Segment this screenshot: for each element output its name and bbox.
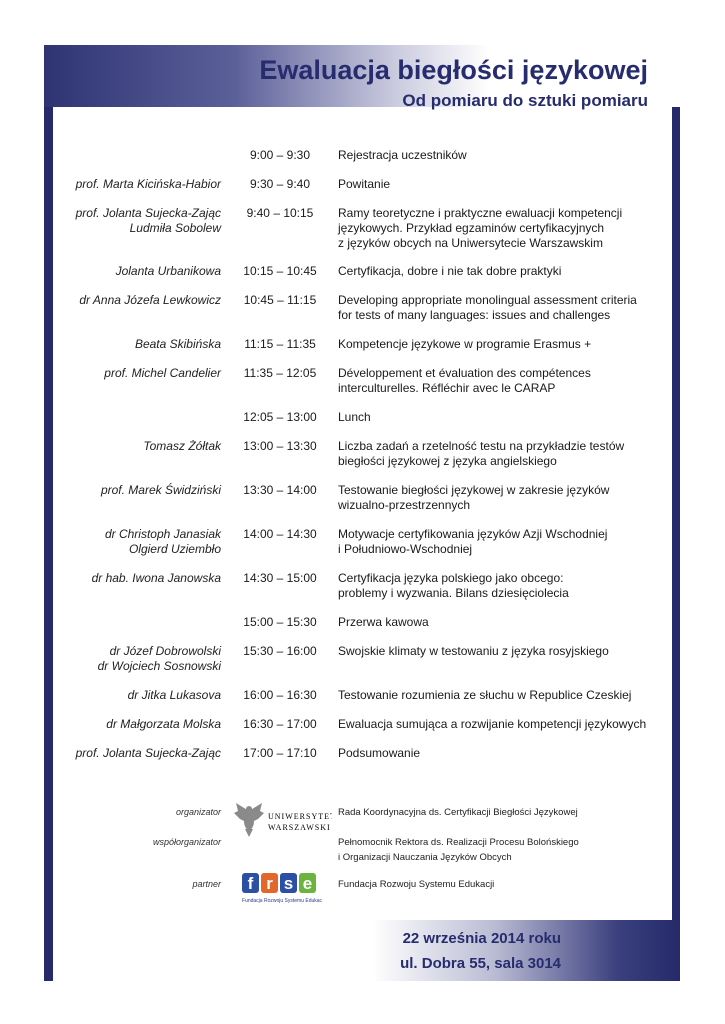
time-slot: 15:00 – 15:30 [243, 615, 317, 629]
speaker-names [21, 571, 221, 586]
frse-logo [240, 871, 322, 910]
partner-role-label: partner [192, 879, 221, 889]
speaker-names [21, 644, 221, 674]
time-slot: 15:30 – 16:00 [243, 644, 317, 658]
topic-line: Przerwa kawowa [338, 615, 429, 629]
speaker-names [21, 688, 221, 703]
session-topic [338, 410, 668, 425]
frse-letter: s [283, 874, 294, 893]
topic-line: Swojskie klimaty w testowaniu z języka rosyjskiego [338, 644, 609, 658]
topic-line: wizualno-przestrzennych [338, 498, 471, 512]
page-title: Ewaluacja biegłości językowej [259, 55, 648, 85]
time-slot: 10:45 – 11:15 [243, 293, 317, 307]
topic-line: Powitanie [338, 177, 391, 191]
topic-line: językowych. Przykład egzaminów certyfikacyjnych [338, 221, 605, 235]
speaker-name: Beata Skibińska [134, 337, 221, 351]
topic-line: Rejestracja uczestników [338, 148, 467, 162]
event-location: ul. Dobra 55, sala 3014 [400, 955, 561, 972]
speaker-names [21, 527, 221, 557]
speaker-name: dr Wojciech Sosnowski [97, 659, 221, 673]
frse-letter: e [302, 874, 313, 893]
session-topic [338, 264, 668, 279]
speaker-names [21, 293, 221, 308]
topic-line: i Południowo-Wschodniej [338, 542, 473, 556]
session-topic [338, 527, 668, 557]
topic-line: Liczba zadań a rzetelność testu na przykładzie testów [338, 439, 625, 453]
speaker-name: Ludmiła Sobolew [129, 221, 221, 235]
session-topic [338, 177, 668, 192]
speaker-names [21, 206, 221, 236]
university-of-warsaw-logo [232, 797, 332, 846]
frse-letter: r [266, 874, 273, 893]
speaker-name: prof. Marta Kicińska-Habior [75, 177, 221, 191]
uw-logo-line2: WARSZAWSKI [268, 823, 331, 832]
topic-line: Developing appropriate monolingual assessment criteria [338, 293, 637, 307]
topic-line: Certyfikacja języka polskiego jako obcego: [338, 571, 564, 585]
topic-line: problemy i wyzwania. Bilans dziesięciolecia [338, 586, 569, 600]
speaker-name: Jolanta Urbanikowa [115, 264, 221, 278]
session-topic [338, 148, 668, 163]
time-slot: 16:30 – 17:00 [243, 717, 317, 731]
speaker-names [21, 366, 221, 381]
time-slot: 13:30 – 14:00 [243, 483, 317, 497]
organizer-name: Rada Koordynacyjna ds. Certyfikacji Biegłości Językowej [338, 807, 578, 818]
speaker-names [21, 483, 221, 498]
session-topic [338, 746, 668, 761]
speaker-name: dr Jitka Lukasova [127, 688, 221, 702]
speaker-name: prof. Marek Świdziński [100, 483, 221, 497]
session-topic [338, 615, 668, 630]
speaker-names [21, 264, 221, 279]
topic-line: interculturelles. Réfléchir avec le CARAP [338, 381, 556, 395]
session-topic [338, 366, 668, 396]
event-date: 22 września 2014 roku [402, 930, 561, 947]
time-slot: 13:00 – 13:30 [243, 439, 317, 453]
session-topic [338, 439, 668, 469]
topic-line: Testowanie rozumienia ze słuchu w Republice Czeskiej [338, 688, 632, 702]
speaker-name: prof. Jolanta Sujecka-Zając [75, 746, 221, 760]
session-topic [338, 644, 668, 659]
speaker-name: Olgierd Uziembło [128, 542, 221, 556]
partner-name: Fundacja Rozwoju Systemu Edukacji [338, 879, 495, 890]
topic-line: Kompetencje językowe w programie Erasmus + [338, 337, 592, 351]
uw-logo-line1: UNIWERSYTET [268, 812, 332, 821]
right-border-bar [672, 45, 680, 981]
topic-line: for tests of many languages: issues and challenges [338, 308, 611, 322]
time-slot: 17:00 – 17:10 [243, 746, 317, 760]
coorganizer-name: Pełnomocnik Rektora ds. Realizacji Procesu Bolońskiego i Organizacji Nauczania Języków Obcych [338, 837, 579, 863]
time-slot: 9:00 – 9:30 [249, 148, 311, 162]
session-topic [338, 293, 668, 323]
time-slot: 10:15 – 10:45 [243, 264, 317, 278]
topic-line: biegłości językowej z języka angielskiego [338, 454, 557, 468]
speaker-name: prof. Jolanta Sujecka-Zając [75, 206, 221, 220]
speaker-name: dr Małgorzata Molska [106, 717, 221, 731]
topic-line: Motywacje certyfikowania języków Azji Wschodniej [338, 527, 608, 541]
topic-line: Certyfikacja, dobre i nie tak dobre praktyki [338, 264, 562, 278]
session-topic [338, 206, 668, 251]
page-subtitle: Od pomiaru do sztuki pomiaru [402, 91, 648, 110]
topic-line: Ewaluacja sumująca a rozwijanie kompetencji językowych [338, 717, 647, 731]
speaker-names [21, 746, 221, 761]
topic-line: Lunch [338, 410, 371, 424]
topic-line: Podsumowanie [338, 746, 421, 760]
speaker-name: prof. Michel Candelier [104, 366, 221, 380]
time-slot: 16:00 – 16:30 [243, 688, 317, 702]
time-slot: 12:05 – 13:00 [243, 410, 317, 424]
time-slot: 11:15 – 11:35 [244, 337, 316, 351]
eagle-emblem-icon [234, 803, 264, 837]
time-slot: 9:30 – 9:40 [249, 177, 311, 191]
organizer-role-label: organizator [175, 807, 221, 817]
topic-line: Ramy teoretyczne i praktyczne ewaluacji kompetencji [338, 206, 623, 220]
frse-logo-caption: Fundacja Rozwoju Systemu Edukacji [242, 898, 322, 904]
speaker-names [21, 717, 221, 732]
time-slot: 14:00 – 14:30 [243, 527, 317, 541]
speaker-name: Tomasz Żółtak [143, 439, 221, 453]
speaker-name: dr hab. Iwona Janowska [91, 571, 221, 585]
frse-letter: f [247, 874, 254, 893]
coorganizer-role-label: współorganizator [152, 837, 221, 847]
speaker-names [21, 337, 221, 352]
session-topic [338, 483, 668, 513]
topic-line: z języków obcych na Uniwersytecie Warszawskim [338, 236, 603, 250]
time-slot: 14:30 – 15:00 [243, 571, 317, 585]
session-topic [338, 688, 668, 703]
speaker-names [21, 439, 221, 454]
speaker-name: dr Józef Dobrowolski [109, 644, 221, 658]
session-topic [338, 337, 668, 352]
time-slot: 9:40 – 10:15 [246, 206, 314, 220]
time-slot: 11:35 – 12:05 [243, 366, 317, 380]
session-topic [338, 571, 668, 601]
speaker-names [21, 177, 221, 192]
topic-line: Développement et évaluation des compétences [338, 366, 591, 380]
topic-line: Testowanie biegłości językowej w zakresie języków [338, 483, 610, 497]
speaker-name: dr Christoph Janasiak [104, 527, 221, 541]
speaker-name: dr Anna Józefa Lewkowicz [79, 293, 221, 307]
session-topic [338, 717, 668, 732]
